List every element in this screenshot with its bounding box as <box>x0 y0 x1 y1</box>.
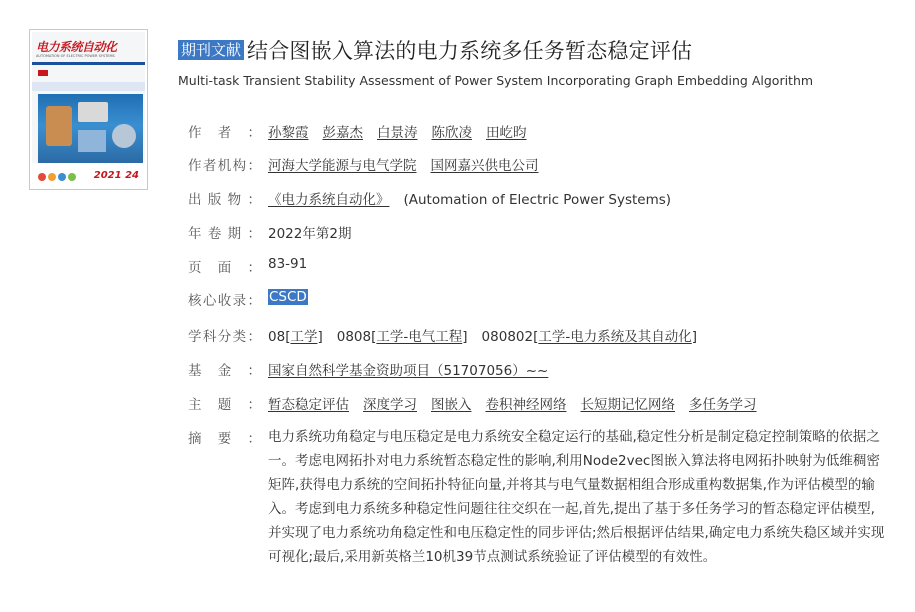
subjects-row <box>188 325 711 345</box>
authors-label: 作 者 ： <box>188 125 261 141</box>
core-value <box>268 289 308 305</box>
topic-link[interactable]: 深度学习 <box>363 397 417 413</box>
topic-link[interactable]: 长短期记忆网络 <box>580 397 675 413</box>
subject-link[interactable]: 工学-电气工程 <box>376 329 463 345</box>
institution-link[interactable]: 河海大学能源与电气学院 <box>268 158 417 174</box>
year-issue-label: 年 卷 期 ： <box>188 226 261 242</box>
fund-label: 基 金 ： <box>188 363 261 379</box>
cover-bottom <box>32 163 145 187</box>
cover-journal-name: 电力系统自动化 <box>36 40 117 54</box>
subjects-label: 学 科 分 类 ： <box>188 329 261 345</box>
journal-cover[interactable] <box>29 29 148 190</box>
author-link[interactable]: 陈欣凌 <box>431 125 472 141</box>
authors-row <box>188 121 541 141</box>
photo-object <box>46 106 72 146</box>
journal-link[interactable]: 《电力系统自动化》 <box>268 192 390 208</box>
year-issue-value: 2022年第2期 <box>268 226 352 242</box>
photo-object <box>78 102 108 122</box>
subject-code: 0808 <box>336 329 372 345</box>
fund-link[interactable]: 国家自然科学基金资助项目（51707056）~~ <box>268 363 549 379</box>
article-title: 结合图嵌入算法的电力系统多任务暂态稳定评估 <box>247 39 693 63</box>
institution-link[interactable]: 国网嘉兴供电公司 <box>430 158 539 174</box>
year-issue-row <box>188 222 351 242</box>
topic-link[interactable]: 图嵌入 <box>431 397 472 413</box>
topic-link[interactable]: 多任务学习 <box>689 397 757 413</box>
author-link[interactable]: 彭嘉杰 <box>322 125 363 141</box>
article-subtitle: Multi-task Transient Stability Assessment of Power System Incorporating Graph Embedding Algorithm <box>178 73 814 88</box>
cover-photo <box>38 94 143 164</box>
publication-label: 出 版 物 ： <box>188 192 261 208</box>
cover-badges <box>38 173 76 181</box>
title-row <box>178 35 692 65</box>
cover-journal-en: AUTOMATION OF ELECTRIC POWER SYSTEMS <box>36 54 115 58</box>
abstract-label: 摘 要 ： <box>188 431 261 447</box>
author-link[interactable]: 田屹昀 <box>486 125 527 141</box>
pages-label: 页 面 ： <box>188 260 261 276</box>
cover-logo-icon <box>38 70 48 76</box>
photo-object <box>112 124 136 148</box>
institutions-label: 作 者 机 构 ： <box>188 158 261 174</box>
core-index-badge: CSCD <box>269 289 307 305</box>
topics-label: 主 题 ： <box>188 397 261 413</box>
pages-row <box>188 256 307 276</box>
abstract-text: 电力系统功角稳定与电压稳定是电力系统安全稳定运行的基础,稳定性分析是制定稳定控制策略的依据之一。考虑电网拓扑对电力系统暂态稳定性的影响,利用Node2vec图嵌入算法将电网拓扑映射为低维稠密矩阵,获得电力系统的空间拓扑特征向量,并将其与电气量数据相组合形成重构数据集,作为评估模型的输入。考虑到电力系统多种稳定性问题往往交织在一起,首先,提出了基于多任务学习的暂态稳定评估模型,并实现了电力系统功角稳定性和电压稳定性的同步评估;然后根据评估结果,确定电力系统失稳区域并实现可视化;最后,采用新英格兰10机39节点测试系统验证了评估模型的有效性。 <box>268 429 885 565</box>
cover-issue: 2021 24 <box>93 170 139 181</box>
pages-value: 83-91 <box>268 256 308 272</box>
subject-link[interactable]: 工学 <box>290 329 318 345</box>
fund-value <box>268 359 562 379</box>
core-label: 核 心 收 录 ： <box>188 293 261 309</box>
author-link[interactable]: 孙黎霞 <box>268 125 309 141</box>
photo-object <box>78 130 106 152</box>
abstract-row <box>188 427 268 447</box>
journal-cover-image <box>32 32 145 187</box>
subject-code: 08 <box>268 329 286 345</box>
publication-row <box>188 188 671 208</box>
fund-row <box>188 359 562 379</box>
subject-link[interactable]: 工学-电力系统及其自动化 <box>538 329 692 345</box>
authors-value <box>268 121 541 141</box>
topic-link[interactable]: 暂态稳定评估 <box>268 397 349 413</box>
institutions-value <box>268 154 553 174</box>
topics-value <box>268 393 771 413</box>
journal-english-name: (Automation of Electric Power Systems) <box>403 192 672 208</box>
author-link[interactable]: 白景涛 <box>377 125 418 141</box>
type-tag: 期刊文献 <box>178 40 244 60</box>
subjects-value: 08[工学] 0808[工学-电气工程] 080802[工学-电力系统及其自动化] <box>268 329 698 345</box>
cover-stripe <box>32 62 145 65</box>
publication-value <box>268 188 671 208</box>
institutions-row <box>188 154 553 174</box>
topics-row <box>188 393 771 413</box>
topic-link[interactable]: 卷积神经网络 <box>485 397 567 413</box>
subject-code: 080802 <box>481 329 534 345</box>
core-row <box>188 289 308 309</box>
cover-band <box>32 82 145 91</box>
